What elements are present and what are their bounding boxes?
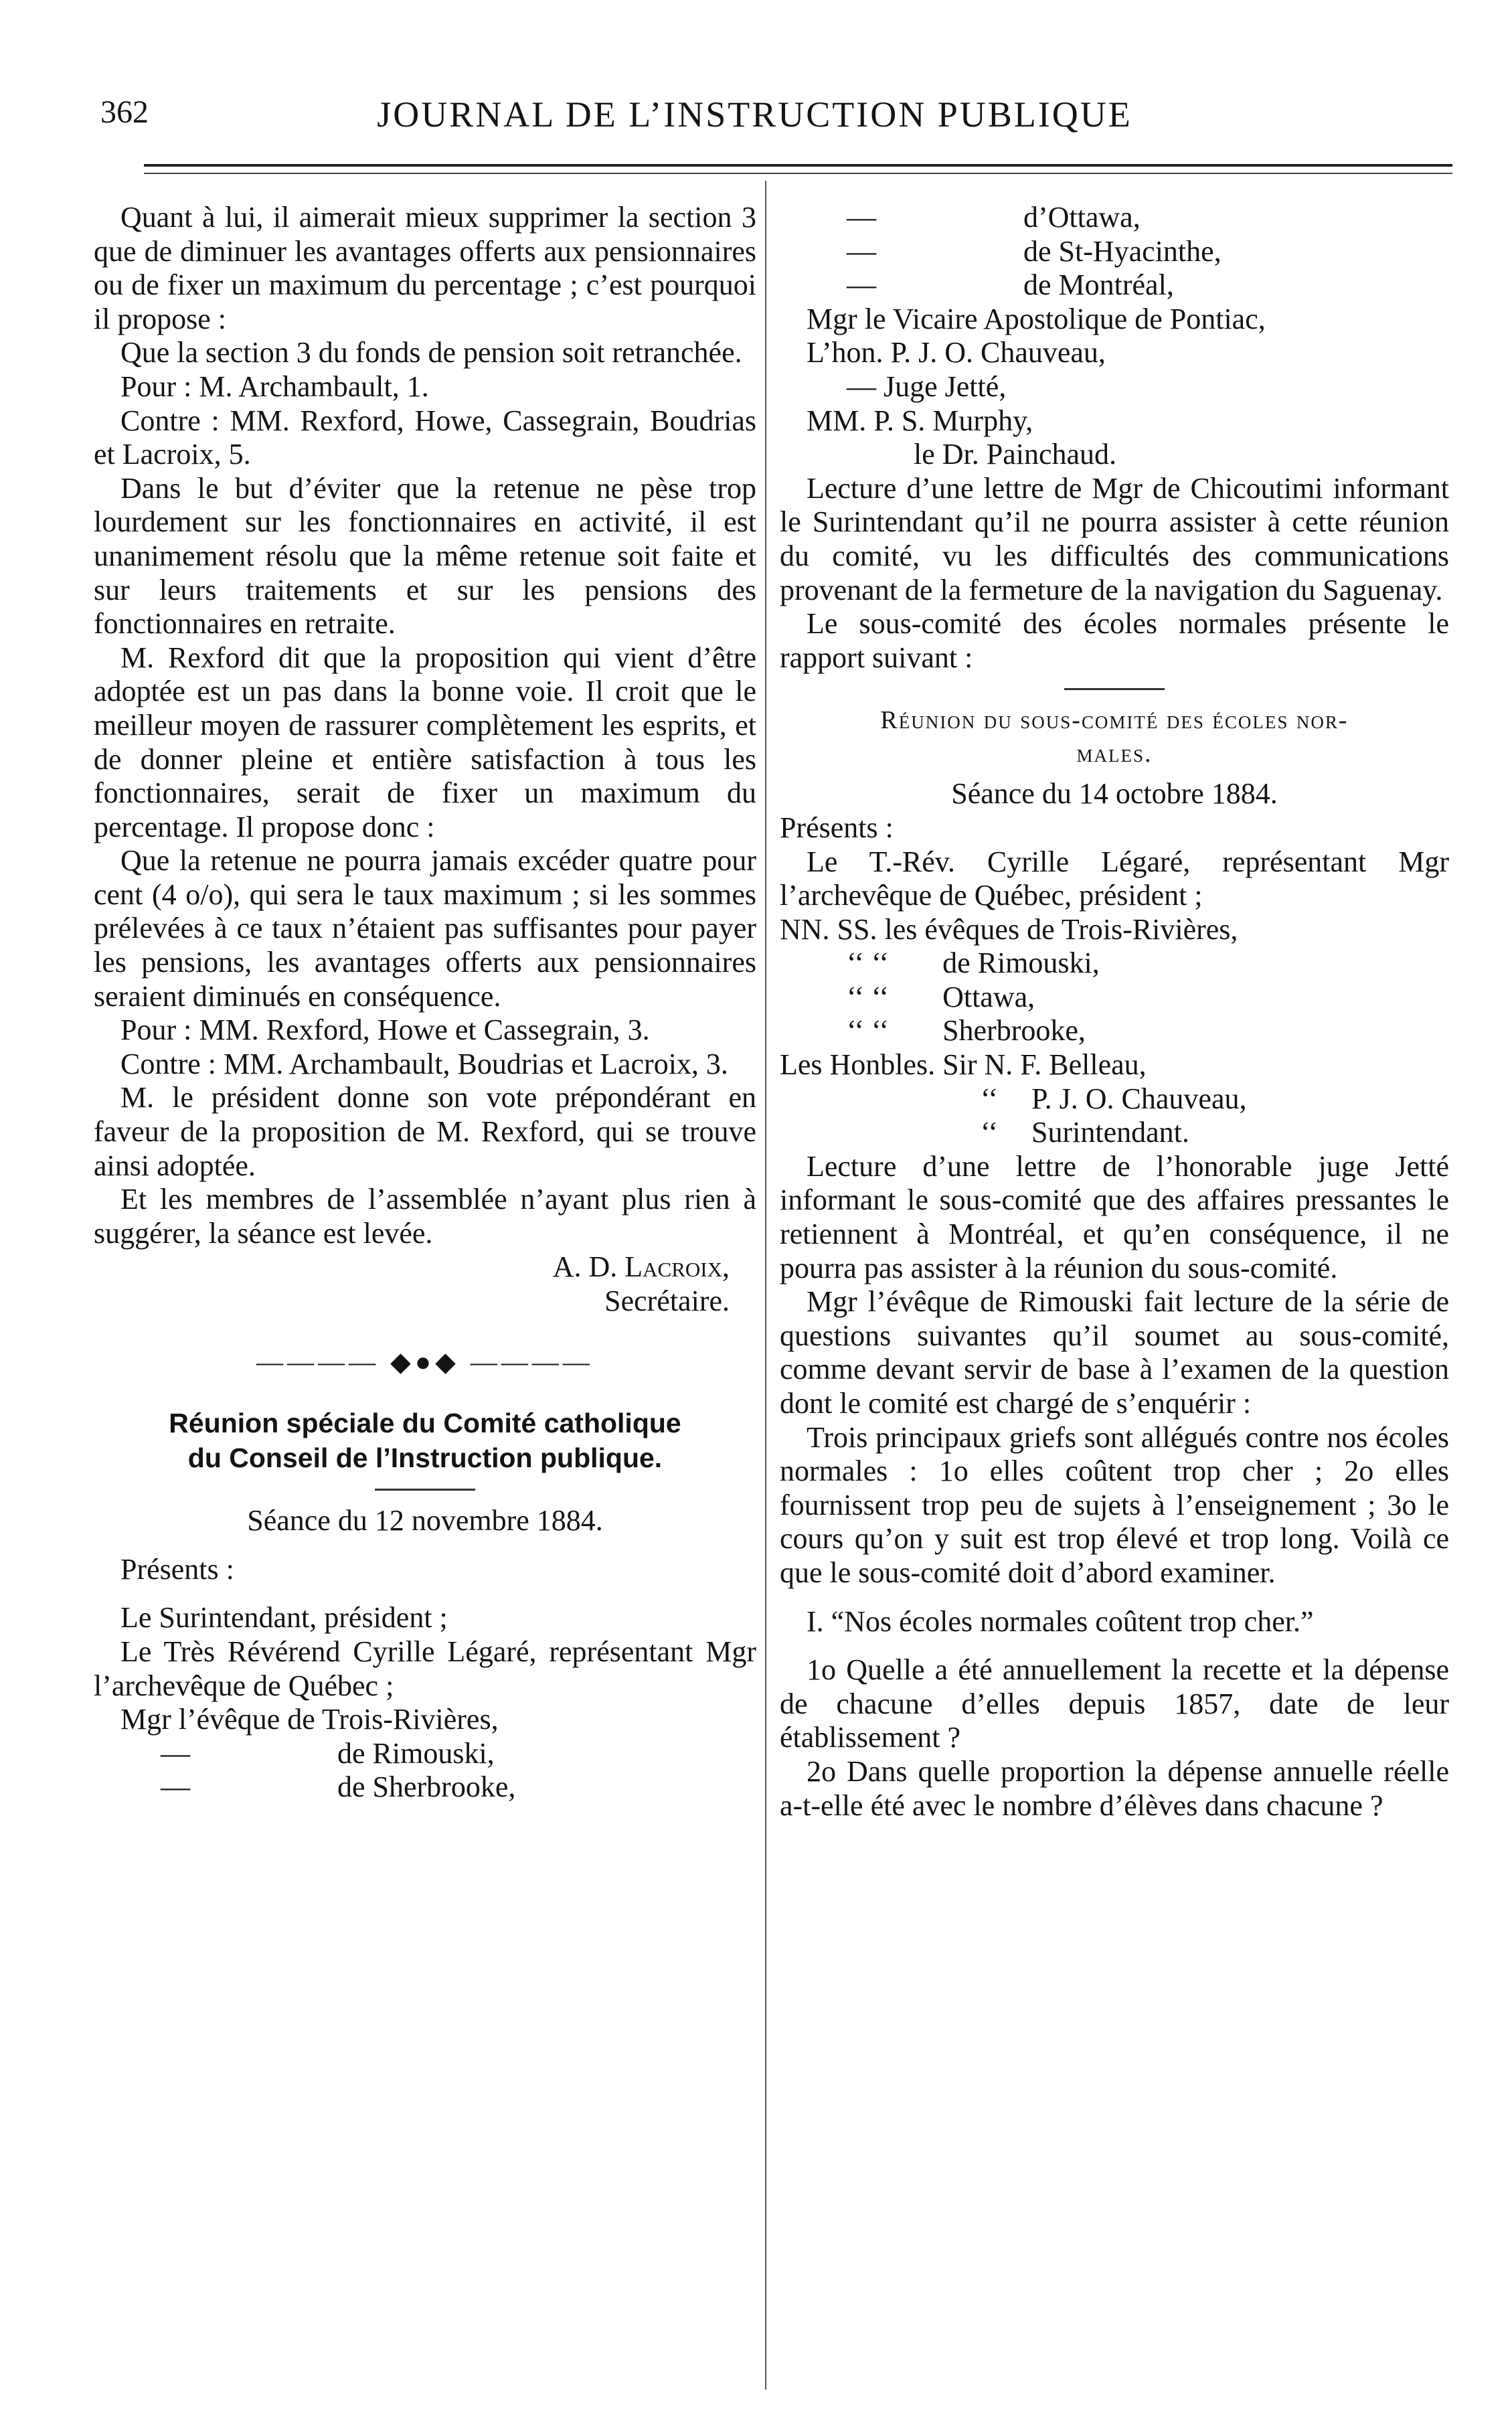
paragraph: Lecture d’une lettre de Mgr de Chicoutimi informant le Surintendant qu’il ne pourra assister à cette réunion du comité, vu les difficultés des communications provenant de la fermeture de la navigation du Saguenay. [780,471,1449,606]
signature-name: A. D. Lacroix, [552,1250,730,1284]
section-heading: Réunion spéciale du Comité catholique du Conseil de l’Instruction publique. [169,1408,681,1474]
attendee-line: ‘‘ Surintendant. [981,1116,1189,1149]
running-title: JOURNAL DE L’INSTRUCTION PUBLIQUE [377,94,1132,135]
paragraph: M. le président donne son vote prépondérant en faveur de la proposition de M. Rexford, qui se trouve ainsi adoptée. [94,1081,756,1182]
paragraph: 2o Dans quelle proportion la dépense annuelle réelle a-t-elle été avec le nombre d’élèves dans chacune ? [780,1754,1449,1822]
attendee-line: — de St-Hyacinthe, [847,234,1222,268]
short-rule [375,1489,475,1491]
signature-title: Secrétaire. [604,1284,730,1317]
attendee-line: ‘‘ P. J. O. Chauveau, [981,1082,1247,1115]
paragraph: Le T.-Rév. Cyrille Légaré, représentant Mgr l’archevêque de Québec, président ; [780,845,1449,912]
subsection-heading: males. [1076,740,1153,768]
paragraph: Que la section 3 du fonds de pension soit retranchée. [120,336,742,369]
paragraph: M. Rexford dit que la proposition qui vient d’être adoptée est un pas dans la bonne voie. Il croit que le meilleur moyen de rassurer complètement les esprits, et de donner pleine et entière satisfaction à tous les fonctionnaires, serait de fixer un maximum du percentage. Il propose donc : [94,641,756,843]
paragraph: Mgr l’évêque de Rimouski fait lecture de la série de questions suivantes qu’il soumet au sous-comité, comme devant servir de base à l’examen de la question dont le comité est chargé de s’enquérir : [780,1285,1449,1420]
paragraph: Dans le but d’éviter que la retenue ne pèse trop lourdement sur les fonctionnaires en activité, il est unanimement résolu que la même retenue soit faite et sur leurs traitements et sur les pensions des fonctionnaires en retraite. [94,471,756,641]
right-column [780,201,1449,1823]
paragraph: Que la retenue ne pourra jamais excéder quatre pour cent (4 o/o), qui sera le taux maximum ; si les sommes prélevées à ce taux n’étaient pas suffisantes pour payer les pensions, les avantages offerts aux pensionnaires seraient diminués en conséquence. [94,844,756,1013]
paragraph: Lecture d’une lettre de l’honorable juge Jetté informant le sous-comité que des affaires pressantes le retiennent à Montréal, et qu’en conséquence, il ne pourra pas assister à la réunion du sous-comité. [780,1149,1449,1284]
left-column [94,201,756,1805]
paragraph: I. “Nos écoles normales coûtent trop cher.” [807,1604,1314,1638]
attendee-line: Le Surintendant, président ; [120,1601,448,1635]
paragraph: Et les membres de l’assemblée n’ayant plus rien à suggérer, la séance est levée. [94,1183,756,1250]
column-divider [765,181,766,2390]
attendance-label: Présents : [780,811,894,844]
attendee-line: NN. SS. les évêques de Trois-Rivières, [780,912,1238,946]
paragraph: Contre : MM. Archambault, Boudrias et Lacroix, 3. [120,1047,728,1080]
attendee-line: — Juge Jetté, [847,369,1007,403]
paragraph: Le sous-comité des écoles normales présente le rapport suivant : [780,607,1449,674]
session-date: Séance du 12 novembre 1884. [247,1504,603,1537]
header-rule-thin [144,173,1452,174]
attendee-line: ‘‘ ‘‘ Ottawa, [847,980,1035,1013]
attendee-line: Le Très Révérend Cyrille Légaré, représentant Mgr l’archevêque de Québec ; [94,1635,756,1702]
page-header [100,80,1409,154]
paragraph: Pour : MM. Rexford, Howe et Cassegrain, 3. [120,1013,650,1047]
attendee-line: Les Honbles. Sir N. F. Belleau, [780,1048,1147,1082]
attendee-line: le Dr. Painchaud. [914,438,1117,471]
attendee-line: ‘‘ ‘‘ Sherbrooke, [847,1014,1086,1048]
page-number: 362 [100,94,149,130]
attendee-line: — d’Ottawa, [847,201,1141,234]
attendee-line: L’hon. P. J. O. Chauveau, [807,336,1106,369]
attendee-line: — de Sherbrooke, [161,1770,516,1804]
subsection-heading: Réunion du sous-comité des écoles nor- [880,706,1349,735]
short-rule [1064,688,1165,690]
attendee-line: — de Rimouski, [161,1736,495,1770]
paragraph: Quant à lui, il aimerait mieux supprimer la section 3 que de diminuer les avantages offerts aux pensionnaires ou de fixer un maximum du percentage ; c’est pourquoi il propose : [94,201,756,335]
paragraph: 1o Quelle a été annuellement la recette et la dépense de chacune d’elles depuis 1857, date de leur établissement ? [780,1653,1449,1754]
ornament-divider: ———— ◆●◆ ———— [256,1346,594,1377]
session-date: Séance du 14 octobre 1884. [951,777,1278,811]
paragraph: Trois principaux griefs sont allégués contre nos écoles normales : 1o elles coûtent trop cher ; 2o elles fournissent trop peu de sujets à l’enseignement ; 3o le cours qu’on y suit est trop élevé et trop long. Voilà ce que le sous-comité doit d’abord examiner. [780,1420,1449,1589]
attendance-label: Présents : [120,1552,234,1586]
attendee-line: MM. P. S. Murphy, [807,404,1033,437]
attendee-line: — de Montréal, [847,268,1174,302]
attendee-line: Mgr l’évêque de Trois-Rivières, [120,1703,499,1736]
attendee-line: ‘‘ ‘‘ de Rimouski, [847,946,1100,980]
paragraph: Contre : MM. Rexford, Howe, Cassegrain, Boudrias et Lacroix, 5. [94,404,756,471]
paragraph: Pour : M. Archambault, 1. [120,369,429,403]
attendee-line: Mgr le Vicaire Apostolique de Pontiac, [807,302,1266,335]
header-rule-thick [144,164,1452,167]
